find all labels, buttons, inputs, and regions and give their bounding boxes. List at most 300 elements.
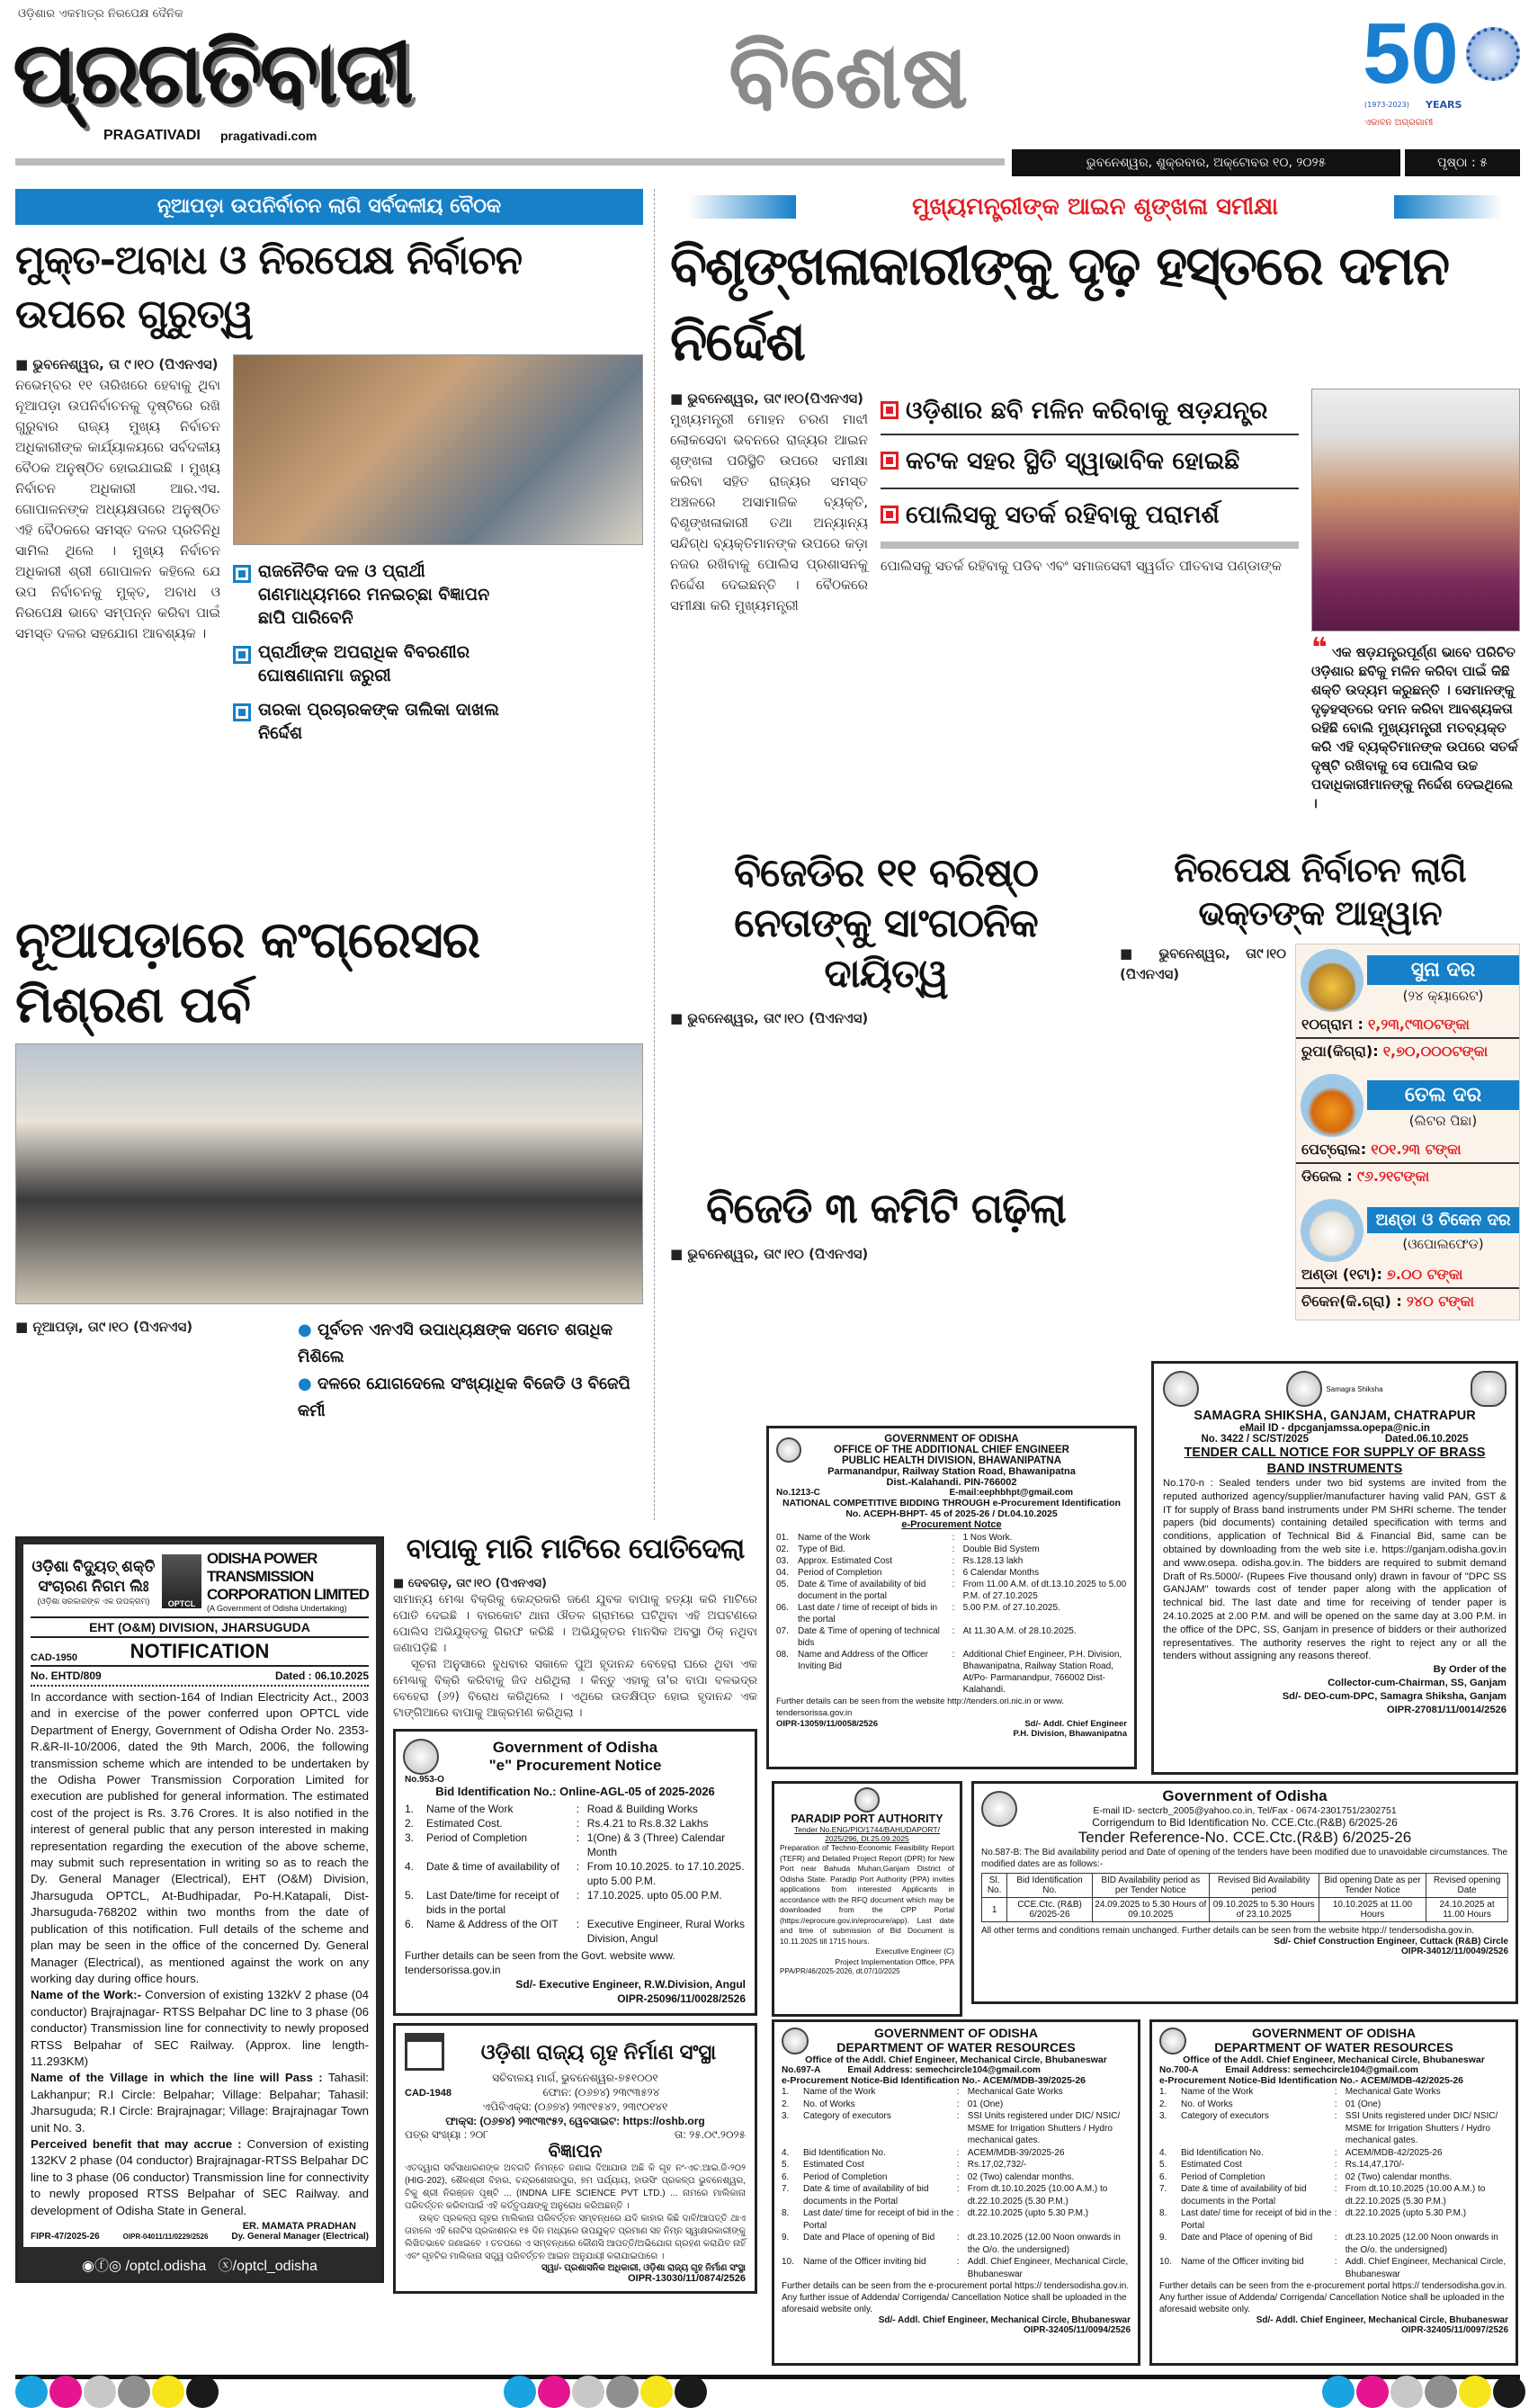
article-cm-body: ■ ଭୁବନେଶ୍ୱର, ତା୯।୧୦(ପିଏନଏସ) ମୁଖ୍ୟମନ୍ତ୍ରୀ ମୋହନ ଚରଣ ମାଝୀ ଲୋକସେବା ଭବନରେ ରାଜ୍ୟର ଆଇନ ଶୃଙ୍ଖଳା ପରିସ୍ଥିତି ଉପରେ ସମୀକ୍ଷା କରିବା ସହିତ ରାଜ୍ୟର ସମସ୍ତ ଅଞ୍ଚଳରେ ଅସାମାଜିକ ବ୍ୟକ୍ତି, ବିଶୃଙ୍ଖଳାକାରୀ ତଥା ଅନ୍ୟାନ୍ୟ ସନ୍ଦିଗ୍ଧ ବ୍ୟକ୍ତିମାନଙ୍କ ଉପରେ କଡ଼ା ନଜର ରଖିବାକୁ ପୋଲିସ ପ୍ରଶାସନକୁ ନିର୍ଦ୍ଦେଶ ଦେଇଛନ୍ତି । ବୈଠକରେ ସମୀକ୍ଷା କରି ମୁଖ୍ୟମନ୍ତ୍ରୀ: [670, 389, 868, 616]
notice-row: [776, 1649, 1127, 1696]
table-cell: CCE.Ctc. (R&B) 6/2025-26: [1007, 1898, 1093, 1922]
row-sep: :: [956, 2184, 960, 2194]
masthead: [0, 0, 1529, 180]
row-label: Period of Completion: [1181, 2171, 1265, 2182]
row-label: Date & time of availability of: [426, 1860, 560, 1873]
notice-row: [1159, 2171, 1508, 2184]
row-value: From dt.10.10.2025 (10.00 A.M.) to dt.22.10.2025 (5.30 P.M.): [967, 2184, 1108, 2207]
registration-dot: [640, 2376, 673, 2408]
notice-row: [782, 2159, 1131, 2171]
odisha-emblem-icon: [776, 1437, 801, 1463]
middle-bottom-column: [393, 1529, 757, 2294]
row-label: Date and Place of opening of Bid: [1181, 2233, 1313, 2242]
row-sep: :: [1334, 2087, 1337, 2097]
bjd-column: [670, 848, 1102, 1265]
row-sep: :: [576, 1860, 580, 1873]
row-sep: :: [952, 1556, 955, 1566]
row-number: 06.: [776, 1603, 789, 1613]
row-number: 9.: [1159, 2233, 1167, 2242]
samagra-shiksha-logo-icon: [1286, 1371, 1322, 1407]
row-sep: :: [576, 1817, 580, 1830]
article-cm-body-2: ପୋଲିସକୁ ସତର୍କ ରହିବାକୁ ପଡିବ ଏବଂ ସମାଜସେବୀ ସ୍ୱର୍ଗତ ପୀତବାସ ପଣ୍ଡାଙ୍କ: [881, 558, 1282, 574]
row-value: 01 (One): [1345, 2099, 1381, 2109]
bullet: ● ପୂର୍ବତନ ଏନଏସି ଉପାଧ୍ୟକ୍ଷଙ୍କ ସମେତ ଶତାଧିକ ମିଶିଲେ: [298, 1320, 613, 1366]
header-line: DEPARTMENT OF WATER RESOURCES: [1214, 2040, 1453, 2054]
row-label: Name of the Work: [426, 1803, 514, 1815]
email-line: Email Address: semechcircle104@gmail.com: [1225, 2065, 1418, 2075]
row-sep: :: [576, 1918, 580, 1930]
row-number: 4.: [1159, 2147, 1167, 2158]
registration-dot: [606, 2376, 639, 2408]
row-number: 10.: [1159, 2257, 1172, 2267]
rate-row: ଡିଜେଲ : ୯୬.୨୧ଟଙ୍କା: [1301, 1168, 1430, 1185]
row-sep: :: [1334, 2233, 1337, 2242]
article-poll-body: ■ ଭୁବନେଶ୍ୱର, ତା ୯।୧୦ (ପିଏନଏସ) ନଭେମ୍ବର ୧୧ ତାରିଖରେ ହେବାକୁ ଥିବା ନୂଆପଡ଼ା ଉପନିର୍ବାଚନକୁ ଦୃଷ୍ଟିରେ ରଖି ଗୁରୁବାର ରାଜ୍ୟ ମୁଖ୍ୟ ନିର୍ବାଚନ ଅଧିକାରୀଙ୍କ କାର୍ଯ୍ୟାଳୟରେ ସର୍ବଦଳୀୟ ବୈଠକ ଅନୁଷ୍ଠିତ ହୋଇଯାଇଛି । ମୁଖ୍ୟ ନିର୍ବାଚନ ଅଧିକାରୀ ଆର.ଏସ. ଗୋପାଳନଙ୍କ ଅଧ୍ୟକ୍ଷତାରେ ଅନୁଷ୍ଠିତ ଏହି ବୈଠକରେ ସମସ୍ତ ଦଳର ପ୍ରତିନିଧି ସାମିଲ ଥିଲେ । ମୁଖ୍ୟ ନିର୍ବାଚନ ଅଧିକାରୀ ଶ୍ରୀ ଗୋପାଳନ କହିଲେ ଯେ ଉପ ନିର୍ବାଚନକୁ ମୁକ୍ତ, ଅବାଧ ଓ ନିରପେକ୍ଷ ଭାବେ ସମ୍ପନ୍ନ କରିବା ପାଇଁ ସମସ୍ତ ଦଳର ସହଯୋଗ ଆବଶ୍ୟକ ।: [15, 354, 220, 644]
row-value: dt.23.10.2025 (12.00 Noon onwards in the O/o. the undersigned): [967, 2233, 1121, 2255]
notice-row: [782, 2086, 1131, 2099]
row-sep: :: [956, 2087, 960, 2097]
row-number: 3.: [1159, 2111, 1167, 2121]
row-label: Period of Completion: [798, 1568, 882, 1578]
row-value: 01 (One): [967, 2099, 1004, 2109]
notice-row: [405, 1917, 746, 1946]
story-cm: [670, 189, 1520, 841]
page-number: ପୃଷ୍ଠା : ୫: [1405, 149, 1520, 176]
odisha-emblem-icon: [1163, 1371, 1199, 1407]
row-sep: :: [952, 1544, 955, 1554]
row-value: Mechanical Gate Works: [1345, 2087, 1441, 2097]
row-sep: :: [956, 2171, 960, 2182]
notice-row: [782, 2147, 1131, 2160]
row-value: 02 (Two) calendar months.: [967, 2171, 1075, 2182]
header-line: OFFICE OF THE ADDITIONAL CHIEF ENGINEER: [834, 1445, 1069, 1455]
article-bhakta-body: ■ ଭୁବନେଶ୍ୱର, ତା୯।୧୦ (ପିଏନଏସ): [1120, 944, 1286, 985]
ad-water-resources-1: [772, 2019, 1140, 2366]
registration-dot: [84, 2376, 116, 2408]
notice-row: [782, 2099, 1131, 2111]
rate-row: ଚିକେନ(କି.ଗ୍ରା) : ୨୪୦ ଟଙ୍କା: [1301, 1293, 1475, 1310]
poll-subheads: [233, 559, 503, 745]
row-sep: :: [956, 2111, 960, 2121]
row-label: Name of the Officer inviting bid: [1181, 2257, 1304, 2267]
row-label: Period of Completion: [426, 1831, 528, 1844]
rate-row: ୧୦ଗ୍ରାମ : ୧,୨୩,୯୩୦ଟଙ୍କା: [1296, 1012, 1519, 1039]
registration-dot: [1459, 2376, 1491, 2408]
notice-row: [405, 1831, 746, 1859]
row-sep: :: [1334, 2111, 1337, 2121]
notice-row: [776, 1567, 1127, 1579]
website: pragativadi.com: [220, 129, 317, 143]
row-number: 10.: [782, 2257, 794, 2267]
row-sep: :: [576, 1889, 580, 1902]
row-label: Name and Address of the Officer Inviting Bid: [798, 1650, 928, 1671]
row-value: dt.23.10.2025 (12.00 Noon onwards in the O/o. the undersigned): [1345, 2233, 1498, 2255]
fuel-pump-icon: [1301, 1074, 1364, 1137]
subhead: ତାରକା ପ୍ରଚାରକଙ୍କ ତାଲିକା ଦାଖଲ ନିର୍ଦ୍ଦେଶ: [233, 698, 503, 745]
row-sep: :: [1334, 2171, 1337, 2182]
registration-dot: [1322, 2376, 1355, 2408]
email-line: Email Address: semechcircle104@gmail.com: [847, 2065, 1041, 2075]
row-label: Last date/ time for receipt of bid in the Portal: [1181, 2208, 1332, 2231]
row-value: 1 Nos Work.: [962, 1533, 1013, 1543]
social-icons: ◉ⓕ◎: [82, 2259, 121, 2274]
ppa-emblem-icon: [854, 1787, 880, 1813]
row-number: 4.: [405, 1860, 415, 1873]
story-poll: [15, 189, 643, 745]
notice-row: [776, 1532, 1127, 1544]
notice-row: [776, 1579, 1127, 1602]
row-label: Estimated Cost.: [426, 1817, 503, 1830]
row-number: 05.: [776, 1580, 789, 1589]
row-sep: :: [952, 1580, 955, 1589]
row-value: Additional Chief Engineer, P.H. Division, Bhawanipatna, Railway Station Road, At/Po- Parmanandpur, 766002 Dist- Kalahandi.: [962, 1650, 1122, 1695]
ganjam-emblem-icon: [1471, 1371, 1507, 1407]
row-label: Period of Completion: [803, 2171, 888, 2182]
headline-bjd: ବିଜେଡିର ୧୧ ବରିଷ୍ଠ ନେତାଙ୍କୁ ସାଂଗଠନିକ ଦାୟିତ୍ୱ: [733, 850, 1039, 997]
story-congress: [15, 909, 643, 1425]
registration-dot: [538, 2376, 570, 2408]
row-number: 1.: [782, 2087, 790, 2097]
row-number: 1.: [1159, 2087, 1167, 2097]
rate-row: ଅଣ୍ଡା (୧ଟା): ୭.୦୦ ଟଙ୍କା: [1296, 1262, 1519, 1289]
notice-row: [405, 1859, 746, 1888]
odisha-emblem-icon: [1159, 2028, 1186, 2054]
subhead: ଓଡ଼ିଶାର ଛବି ମଳିନ କରିବାକୁ ଷଡ଼ଯନ୍ତ୍ର: [881, 389, 1299, 435]
notice-row: [782, 2110, 1131, 2147]
registration-marks: [15, 2376, 220, 2408]
cm-quote: ❝ ଏକ ଷଡ଼ଯନ୍ତ୍ରପୂର୍ଣ୍ଣ ଭାବେ ପରିଚିତ ଓଡ଼ିଶାର ଛବିକୁ ମଳିନ କରିବା ପାଇଁ କିଛି ଶକ୍ତି ଉଦ୍ୟମ କରୁଛନ୍ତି । ସେମାନଙ୍କୁ ଦୃଢ଼ହସ୍ତରେ ଦମନ କରିବା ଆବଶ୍ୟକତା ରହିଛି ବୋଲି ମୁଖ୍ୟମନ୍ତ୍ରୀ ମତବ୍ୟକ୍ତ କରି ଏହି ବ୍ୟକ୍ତିମାନଙ୍କ ଉପରେ ସତର୍କ ଦୃଷ୍ଟି ରଖିବାକୁ ସେ ପୋଲିସ ଉଚ୍ଚ ପଦାଧିକାରୀମାନଙ୍କୁ ନିର୍ଦ୍ଦେଶ ଦେଇଥିଲେ ।: [1311, 632, 1518, 811]
row-sep: :: [952, 1533, 955, 1543]
row-value: dt.22.10.2025 (upto 5.30 P.M.): [1345, 2208, 1467, 2218]
row-value: Mechanical Gate Works: [967, 2087, 1063, 2097]
anniversary-logo: 50 (1973-2023) YEARS ଏକାବନ ଅଗ୍ରଗାମୀ: [1363, 11, 1523, 141]
notice-row: [405, 1802, 746, 1816]
tagline: ଓଡ଼ିଶାର ଏକମାତ୍ର ନିରପେକ୍ଷ ଦୈନିକ: [18, 7, 183, 21]
registration-dot: [572, 2376, 604, 2408]
row-number: 6.: [405, 1918, 415, 1930]
article-murder-body: ■ ଦେବଗଡ଼, ତା୯।୧୦ (ପିଏନଏସ) ସାମାନ୍ୟ ମେଣ୍ଢା ବିକ୍ରିକୁ କେନ୍ଦ୍ରକରି ଜଣେ ଯୁବକ ବାପାକୁ ହତ୍ୟା କରି ମାଟିରେ ପୋତି ଦେଇଛି । ବାରକୋଟ ଥାନା ଔତଳ ଗ୍ରାମରେ ଘଟିଥିବା ଏହି ଅଘଟଣରେ ପୋଲିସ ଅଭିଯୁକ୍ତକୁ ଗିରଫ କରିଛି । ଅଭିଯୁକ୍ତର ମାନସିକ ଅବସ୍ଥା ଠିକ୍ ନଥିବା ଜଣାପଡ଼ିଛି । ସୂଚନା ଅନୁସାରେ ବୁଧବାର ସକାଳେ ପୁଅ ହୃଦାନନ୍ଦ ବେହେରା ଘରେ ଥିବା ଏକ ମେଣ୍ଢାକୁ ବିକ୍ରି କରିବାକୁ ଜିଦ ଧରିଥିଲା । କିନ୍ତୁ ଏହାକୁ ତା'ର ବାପା ବଳଭଦ୍ର ବେହେରା (୬୨) ବିରୋଧ କରିଥିଲେ । ଏଥିରେ ଉତକ୍ଷିପ୍ତ ହୋଇ ହୃଦାନନ୍ଦ ଏକ ଟାଙ୍ଗିଆରେ ବାପାକୁ ଆକ୍ରମଣ କରିଥିଲା ।: [393, 1576, 757, 1722]
ad-samagra-shiksha: Samagra Shiksha SAMAGRA SHIKSHA, GANJAM, CHATRAPUR eMail ID - dpcganjamssa.opepa@nic.in No. 3422 / SC/ST/2025 Dated.06.10.2025 TENDER CALL NOTICE FOR SUPPLY OF BRASS BAND INSTRUMENTS No.170-n : Sealed tenders under two bid systems are invited from the reputed authorized agency/supplier/manufacturer having valid PAN, GST & IT for supply of Brass band instruments under PM SHRI scheme. The tender papers (bid documents) containing detailed specification with terms and conditions, application of Technical Bid & Financial Bid, same can be obtained by downloading from the web site i.e. https://ganjam.odisha.gov.in and www.osepa. odisha.gov.in. The bidders are required to submit demand Draft of Rs.5000/- (Rupees Five thousand only) drawn in favour of "DPC SS GANJAM" towards cost of tender paper along with the application of technical bid. The last date and time for receiving of tender paper is 24.10.2025 at 2.00 P.M. and will be opened on the same day at 3.00 P.M. in the office of the DPC, SS, Ganjam in presence of bidders or their authorized representatives. The authority reserves the right to reject any or all the tenders without assigning any reasons thereof. By Order of the Collector-cum-Chairman, SS, Ganjam Sd/- DEO-cum-DPC, Samagra Shiksha, Ganjam OIPR-27081/11/0014/2526: [1151, 1361, 1518, 1775]
notice-row: [782, 2232, 1131, 2256]
headline-committee: ବିଜେଡି ୩ କମିଟି ଗଢ଼ିଲା: [706, 1184, 1066, 1232]
number-email: [1159, 2065, 1508, 2075]
row-label: Last date/ time for receipt of bid in the Portal: [803, 2208, 954, 2231]
row-number: 6.: [1159, 2171, 1167, 2182]
headline-poll: ମୁକ୍ତ-ଅବାଧ ଓ ନିରପେକ୍ଷ ନିର୍ବାଚନ ଉପରେ ଗୁରୁତ୍ୱ: [15, 237, 523, 337]
notice-row: [1159, 2159, 1508, 2171]
row-number: 8.: [1159, 2208, 1167, 2218]
row-label: Date & time of availability of bid documents in the Portal: [1181, 2184, 1307, 2207]
header-line: GOVERNMENT OF ODISHA: [884, 1434, 1019, 1445]
row-number: 03.: [776, 1556, 789, 1566]
number-email: [782, 2065, 1131, 2075]
row-sep: :: [956, 2147, 960, 2158]
bullet: ● ଦଳରେ ଯୋଗଦେଲେ ସଂଖ୍ୟାଧିକ ବିଜେଡି ଓ ବିଜେପି କର୍ମୀ: [298, 1374, 630, 1420]
cm-subheads: [881, 389, 1299, 549]
table-cell: 10.10.2025 at 11.00 Hours: [1319, 1898, 1426, 1922]
row-value: ACEM/MDB-39/2025-26: [967, 2147, 1065, 2158]
row-value: 6 Calendar Months: [962, 1568, 1040, 1578]
row-value: Rs.128.13 lakh: [962, 1556, 1024, 1566]
notice-row: [776, 1625, 1127, 1649]
ad-optcl-notification: ଓଡ଼ିଶା ବିଦ୍ୟୁତ୍ ଶକ୍ତି ସଂଚାରଣ ନିଗମ ଲିଃ (ଓଡ଼ିଶା ସରକାରଙ୍କ ଏକ ଉପକ୍ରମ) OPTCL ODISHA POWER TRANSMISSION CORPORATION LIMITED (A Government of Odisha Undertaking) EHT (O&M) DIVISION, JHARSUGUDA CAD-1950 NOTIFICATION No. EHTD/809 Dated : 06.10.2025 In accordance with section-164 of Indian Electricity Act., 2003 and in exercise of the power conferred upon OPTCL vide Department of Energy, Government of Odisha Order No. 2353-R.&R-II-10/2006, dated the 9th March, 2006, the following transmission scheme which are intended to be undertaken by the Odisha Power Transmission Corporation Limited for execution are published for general information. The estimated cost of the project is Rs. 3.76 Crores. It is also notified in the interest of general public that any person interested in making representation regarding the execution of the above scheme, may submit such representation in writing so as to reach the Dy. General Manager (Electrical), EHT (O&M) Division, Jharsuguda OPTCL, At-Budhipadar, Po-H.Katapali, Dist-Jharsuguda-768202 within two months from the date of publication of this notification. Full details of the scheme and plan may be seen in the office of the concerned Dy. General Manager (Electrical), as mentioned against the work on any working day during office hours. Name of the Work:- Conversion of existing 132kV 2 phase (04 conductor) Brajrajnagar- RTSS Belpahar DC line to 3 phase (06 conductor) Transmission line for connectivity to newly proposed RTSS Belpahar of SEC Railway. (Approx. line length- 11.293KM) Name of the Village in which the line will Pass : Tahasil: Lakhanpur; R.I Circle: Belpahar; Village: Belpahar; Tahasil: Jharsuguda; R.I Circle: Brajrajnagar; Village: Brajrajnagar Town unit No. 3. Perceived benefit that may accrue : Conversion of existing 132KV 2 phase (04 conductor) Brajrajnagar-RTSS Belpahar DC line to 3 phase (06 conductor) Transmission line for connectivity to newly proposed RTSS Belpahar of SEC Railway. and development of Odisha State in General. ER. MAMATA PRADHAN FIPR-47/2025-26 OIPR-04011/11/0229/2526 Dy. General Manager (Electrical) ◉ⓕ◎ /optcl.odisha ⓧ/optcl_odisha: [15, 1536, 384, 2283]
row-value: SSI Units registered under DIC/ NSIC/ MSME for Irrigation Shutters / Hydro mechanical gates.: [1345, 2111, 1498, 2145]
row-value: 17.10.2025. upto 05.00 P.M.: [586, 1889, 722, 1902]
registration-dot: [49, 2376, 82, 2408]
notice-row: [1159, 2099, 1508, 2111]
notice-row: [1159, 2207, 1508, 2232]
subhead: ରାଜନୈତିକ ଦଳ ଓ ପ୍ରାର୍ଥୀ ଗଣମାଧ୍ୟମରେ ମନଇଚ୍ଛା ବିଜ୍ଞାପନ ଛାପି ପାରିବେନି: [233, 559, 503, 630]
registration-marks: [1322, 2376, 1527, 2408]
headline-cm: ବିଶୃଙ୍ଖଳାକାରୀଙ୍କୁ ଦୃଢ଼ ହସ୍ତରେ ଦମନ ନିର୍ଦ୍ଦେଶ: [670, 235, 1449, 373]
row-label: Date & Time of opening of technical bids: [798, 1626, 940, 1648]
notice-row: [782, 2171, 1131, 2184]
subhead: ପୋଲିସକୁ ସତର୍କ ରହିବାକୁ ପରାମର୍ଶ: [881, 489, 1299, 549]
registration-dot: [1390, 2376, 1423, 2408]
notice-row: [782, 2207, 1131, 2232]
article-bjd-body: ■ ଭୁବନେଶ୍ୱର, ତା୯।୧୦ (ପିଏନଏସ): [670, 1008, 1102, 1179]
row-label: Date & Time of availability of bid document in the portal: [798, 1580, 926, 1601]
congress-photo: [15, 1043, 643, 1304]
header-line: Parmanandpur, Railway Station Road, Bhawanipatna: [827, 1466, 1076, 1477]
row-sep: :: [576, 1803, 580, 1815]
row-number: 07.: [776, 1626, 789, 1636]
row-label: Last date / time of receipt of bids in the portal: [798, 1603, 938, 1625]
row-label: Name & Address of the OIT: [426, 1918, 559, 1930]
table-header: BID Availability period as per Tender Notice: [1092, 1874, 1209, 1898]
lower-right-row: [670, 848, 1520, 1320]
row-value: 5.00 P.M. of 27.10.2025.: [962, 1603, 1060, 1613]
table-cell: 09.10.2025 to 5.30 Hours of 23.10.2025: [1209, 1898, 1319, 1922]
row-label: Bid Identification No.: [803, 2147, 886, 2158]
table-header-row: [982, 1874, 1508, 1898]
subhead: କଟକ ସହର ସ୍ଥିତି ସ୍ୱାଭାବିକ ହୋଇଛି: [881, 435, 1299, 489]
row-number: 08.: [776, 1650, 789, 1660]
row-sep: :: [1334, 2257, 1337, 2267]
row-number: 7.: [782, 2184, 790, 2194]
row-value: dt.22.10.2025 (upto 5.30 P.M.): [967, 2208, 1089, 2218]
registration-dot: [1493, 2376, 1525, 2408]
row-label: Approx. Estimated Cost: [798, 1556, 893, 1566]
row-label: Category of executors: [803, 2111, 891, 2121]
article-committee-body: ■ ଭୁବନେଶ୍ୱର, ତା୯।୧୦ (ପିଏନଏସ): [670, 1244, 1102, 1265]
row-value: Executive Engineer, Rural Works Division, Angul: [586, 1918, 745, 1945]
gold-icon: [1301, 949, 1364, 1012]
row-label: Category of executors: [1181, 2111, 1269, 2121]
bid-id-line: e-Procurement Notice-Bid Identification No.- ACEM/MDB-42/2025-26: [1159, 2075, 1463, 2086]
row-label: Type of Bid.: [798, 1544, 845, 1554]
corrigendum-table: [981, 1873, 1508, 1922]
row-sep: :: [956, 2257, 960, 2267]
row-value: From 10.10.2025. to 17.10.2025. upto 5.00 P.M.: [586, 1860, 745, 1887]
row-value: Addl. Chief Engineer, Mechanical Circle, Bhubaneswar: [967, 2257, 1129, 2279]
row-label: Estimated Cost: [1181, 2160, 1242, 2170]
notice-row: [1159, 2147, 1508, 2160]
row-sep: :: [952, 1626, 955, 1636]
right-area: [670, 189, 1520, 1320]
signature: Sd/- Addl. Chief Engineer, Mechanical Circle, Bhubaneswar: [878, 2315, 1131, 2325]
row-sep: :: [956, 2208, 960, 2218]
bottom-rule: [15, 2375, 1520, 2379]
headline-congress: ନୂଆପଡ଼ାରେ କଂଗ୍ରେସର ମିଶ୍ରଣ ପର୍ବ: [15, 911, 480, 1034]
row-sep: :: [576, 1831, 580, 1844]
registration-dot: [1356, 2376, 1389, 2408]
row-number: 2.: [405, 1817, 415, 1830]
ad-oshb-notice: ଓଡ଼ିଶା ରାଜ୍ୟ ଗୃହ ନିର୍ମାଣ ସଂସ୍ଥା ସଚିବାଳୟ ମାର୍ଗ, ଭୁବନେଶ୍ୱର-୭୫୧୦୦୧ CAD-1948 ଫୋନ: (୦୬୭୪) ୨୩୯୩୫୨୪ ଏପିବିଏକ୍ସ: (୦୬୭୪) ୨୩୯୧୫୪୨, ୨୩୯୦୧୪୧ ଫାକ୍ସ: (୦୬୭୪) ୨୩୯୩୯୫୨, ୱେବସାଇଟ: https://oshb.org ପତ୍ର ସଂଖ୍ୟା : ୨୦୮ ତା: ୨୫.୦୯.୨୦୨୫ ବିଜ୍ଞାପନ ଏତଦ୍ୱାରା ସର୍ବସାଧାରଣଙ୍କ ଅବଗତି ନିମନ୍ତେ ଜଣାଇ ଦିଆଯାଉ ଅଛି କି ଗୃହ ନଂ-ଏଚ.ଆଇ.ଜି-୨୦୨ (HIG-202), ଶୈଳଶ୍ରୀ ବିହାର, ଚନ୍ଦ୍ରଶେଖରପୁର, ୭ମ ପର୍ଯ୍ୟାୟ, ହାଉସିଂ ପ୍ରକଳ୍ପ ଭୁବନେଶ୍ୱର, ଟିକୁ ଶ୍ରୀ ନିରଞ୍ଜନ ପୃଷ୍ଟି ... (INDNA LIFE SCIENCE PVT LTD.) ... ନାମରେ ମାଲିକାନା ପରିବର୍ତ୍ତନ କରିବାପାଇଁ ଏହି କର୍ତ୍ତୃପକ୍ଷଙ୍କୁ ଅନୁରୋଧ କରିଅଛନ୍ତି । ଉକ୍ତ ପ୍ରକଳ୍ପ ଗୃହର ମାଲିକାନା ପରିବର୍ତ୍ତନ ସମ୍ବନ୍ଧରେ ଯଦି କାହାର କିଛି ଦାବି/ଆପତ୍ତି ଥାଏ ତାହାଲେ ଏହି ନୋଟିସ ପ୍ରକାଶନର ୧୫ ଦିନ ମଧ୍ୟରେ ଉପଯୁକ୍ତ ପ୍ରମାଣ ସହ ନିମ୍ନ ସ୍ୱାକ୍ଷରକାରୀଙ୍କୁ ଲିଖିତଭାବେ ଜଣାଇବେ । ତତପରେ ଏ ସମ୍ବନ୍ଧରେ କୌଣସି ଆପତ୍ତି/ଅଭିଯୋଗ ଗ୍ରହଣ କରାଯିବ ନାହିଁ ଏବଂ ଗୃହଟିର ମାଲିକାନା ସତ୍ତ୍ୱ ପରିବର୍ତ୍ତନ ଆଇନ ଅନୁଯାୟୀ କରାଯାଇପାରେ । ସ୍ୱା/- ପ୍ରଶାସନିକ ଅଧିକାରୀ, ଓଡ଼ିଶା ରାଜ୍ୟ ଗୃହ ନିର୍ମାଣ ସଂସ୍ଥା OIPR-13030/11/0874/2526: [393, 2023, 757, 2294]
table-header: Revised Bid Availability period: [1209, 1874, 1319, 1898]
row-value: Rs.4.21 to Rs.8.32 Lakhs: [586, 1817, 709, 1830]
row-value: From dt.10.10.2025 (10.00 A.M.) to dt.22.10.2025 (5.30 P.M.): [1345, 2184, 1486, 2207]
row-value: Addl. Chief Engineer, Mechanical Circle, Bhubaneswar: [1345, 2257, 1507, 2279]
notice-row: [1159, 2086, 1508, 2099]
rate-row: ପେଟ୍ରୋଲ: ୧୦୧.୨୩ ଟଙ୍କା: [1296, 1137, 1519, 1164]
office-line: Office of the Addl. Chief Engineer, Mechanical Circle, Bhubaneswar: [1183, 2054, 1485, 2065]
section-title: ବିଶେଷ: [729, 23, 969, 129]
row-number: 6.: [782, 2171, 790, 2182]
emblem-icon: [1466, 27, 1520, 81]
header-line: DEPARTMENT OF WATER RESOURCES: [836, 2040, 1076, 2054]
row-number: 2.: [782, 2099, 790, 2109]
row-label: Date and Place of opening of Bid: [803, 2233, 935, 2242]
row-number: 02.: [776, 1544, 789, 1554]
table-cell: 24.10.2025 at 11.00 Hours: [1426, 1898, 1508, 1922]
row-value: 02 (Two) calendar months.: [1345, 2171, 1453, 2182]
row-label: Last Date/time for receipt of bids in the portal: [426, 1889, 559, 1916]
row-label: Name of the Officer inviting bid: [803, 2257, 926, 2267]
social-link[interactable]: /optcl_odisha: [232, 2259, 317, 2274]
kicker-cm: ମୁଖ୍ୟମନ୍ତ୍ରୀଙ୍କ ଆଇନ ଶୃଙ୍ଖଳା ସମୀକ୍ଷା: [670, 189, 1520, 225]
row-sep: :: [952, 1568, 955, 1578]
notice-number: No.700-A: [1159, 2065, 1199, 2075]
registration-dot: [15, 2376, 48, 2408]
row-sep: :: [952, 1603, 955, 1613]
row-sep: :: [1334, 2184, 1337, 2194]
row-sep: :: [952, 1650, 955, 1660]
row-number: 3.: [405, 1831, 415, 1844]
chicken-egg-icon: [1301, 1199, 1364, 1262]
logo-latin: PRAGATIVADI: [103, 128, 201, 143]
row-label: Name of the Work: [803, 2087, 876, 2097]
bhakta-column: [1120, 848, 1520, 1320]
meeting-photo: [233, 354, 643, 545]
row-number: 5.: [405, 1889, 415, 1902]
notice-number: No.697-A: [782, 2065, 821, 2075]
row-value: 1(One) & 3 (Three) Calendar Month: [586, 1831, 726, 1858]
row-number: 01.: [776, 1533, 789, 1543]
signature: Sd/- Addl. Chief Engineer, Mechanical Circle, Bhubaneswar: [1256, 2315, 1508, 2325]
row-value: ACEM/MDB-42/2025-26: [1345, 2147, 1443, 2158]
row-number: 5.: [782, 2160, 790, 2170]
office-line: Office of the Addl. Chief Engineer, Mechanical Circle, Bhubaneswar: [805, 2054, 1107, 2065]
row-sep: :: [1334, 2208, 1337, 2218]
footer-text: Further details can be seen from the e-procurement portal https:// tendersodisha.gov.in. Any further issue of Addenda/ Corrigenda/ Cancellation Notice shall be uploaded in the aforesaid website only.: [782, 2281, 1130, 2314]
row-number: 8.: [782, 2208, 790, 2218]
social-link[interactable]: /optcl.odisha: [125, 2259, 207, 2274]
notice-rows: [782, 2086, 1131, 2280]
row-number: 04.: [776, 1568, 789, 1578]
ad-water-resources-2: [1149, 2019, 1518, 2366]
row-label: No. of Works: [1181, 2099, 1233, 2109]
oshb-logo-icon: [405, 2033, 444, 2071]
notice-row: [1159, 2110, 1508, 2147]
oipr-number: OIPR-32405/11/0094/2526: [1024, 2325, 1131, 2335]
headline-murder: ବାପାକୁ ମାରି ମାଟିରେ ପୋତିଦେଲା: [406, 1533, 745, 1565]
row-sep: :: [1334, 2099, 1337, 2109]
x-icon: ⓧ: [218, 2259, 233, 2274]
table-header: Bid opening Date as per Tender Notice: [1319, 1874, 1426, 1898]
row-value: At 11.30 A.M. of 28.10.2025.: [962, 1626, 1077, 1636]
row-sep: :: [956, 2099, 960, 2109]
notice-row: [776, 1602, 1127, 1625]
row-value: Double Bid System: [962, 1544, 1040, 1554]
registration-dot: [1425, 2376, 1457, 2408]
row-value: Rs.14,47,170/-: [1345, 2160, 1405, 2170]
table-header: Revised opening Date: [1426, 1874, 1508, 1898]
row-value: From 11.00 A.M. of dt.13.10.2025 to 5.00 P.M. of 27.10.2025: [962, 1580, 1127, 1601]
row-number: 5.: [1159, 2160, 1167, 2170]
oipr-number: OIPR-32405/11/0097/2526: [1401, 2325, 1508, 2335]
angul-rows: [405, 1802, 746, 1946]
notice-row: [405, 1888, 746, 1917]
notice-row: [782, 2183, 1131, 2207]
registration-dot: [504, 2376, 536, 2408]
article-congress-body: ■ ନୂଆପଡ଼ା, ତା୯।୧୦ (ପିଏନଏସ): [15, 1317, 285, 1338]
notice-row: [776, 1555, 1127, 1567]
row-sep: :: [956, 2233, 960, 2242]
kicker-poll: ନୂଆପଡ଼ା ଉପନିର୍ବାଚନ ଲାଗି ସର୍ବଦଳୀୟ ବୈଠକ: [15, 189, 643, 225]
row-number: 4.: [782, 2147, 790, 2158]
row-number: 9.: [782, 2233, 790, 2242]
ad-angul-eprocurement: Government of Odisha "e" Procurement Notice No.953-O Bid Identification No.: Online-AGL-05 of 2025-2026 1. Name of the Work : Road & Building Works 2. Estimated Cost. : Rs.4.21 to Rs.8.32 Lakhs 3. Period of Completion : 1(One) & 3 (Three) Calendar Month 4. Date & time of availability of : From 10.10.2025. to 17.10.2025. upto 5.00 P.M. 5. Last Date/time for receipt of bids in the portal : 17.10.2025. upto 05.00 P.M. 6. Name & Address of the OIT : Executive Engineer, Rural Works Division, Angul Further details can be seen from the Govt. website www. tendersorissa.gov.in Sd/- Executive Engineer, R.W.Division, Angul OIPR-25096/11/0028/2526: [393, 1729, 757, 2016]
rates-box: ସୁନା ଦର (୨୪ କ୍ୟାରେଟ) ୧୦ଗ୍ରାମ : ୧,୨୩,୯୩୦ଟଙ୍କା ରୁପା(କିଗ୍ରା): ୧,୭୦,୦୦୦ଟଙ୍କା ତେଲ ଦର (ଲିଟର ପିଛା) ପେଟ୍ରୋଲ: ୧୦୧.୨୩ ଟଙ୍କା ଡିଜେଲ : ୯୬.୨୧ଟଙ୍କା ଅଣ୍ଡା ଓ ଚିକେନ ଦର (ଓପୋଲଫେଡ) ଅଣ୍ଡା (୧ଟା): ୭.୦୦ ଟଙ୍କା ଚିକେନ(କି.ଗ୍ରା) : ୨୪୦ ଟଙ୍କା: [1295, 944, 1520, 1320]
newspaper-logo: ପ୍ରଗତିବାଦୀ: [13, 22, 412, 123]
date-bar: ଭୁବନେଶ୍ୱର, ଶୁକ୍ରବାର, ଅକ୍ଟୋବର ୧୦, ୨୦୨୫: [1012, 149, 1400, 176]
table-cell: 24.09.2025 to 5.30 Hours of 09.10.2025: [1092, 1898, 1209, 1922]
registration-dot: [186, 2376, 219, 2408]
registration-marks: [504, 2376, 709, 2408]
congress-bullets: [298, 1317, 643, 1425]
header-line: GOVERNMENT OF ODISHA: [1251, 2026, 1416, 2040]
odisha-emblem-icon: [782, 2028, 809, 2054]
row-label: Estimated Cost: [803, 2160, 864, 2170]
row-sep: :: [956, 2160, 960, 2170]
header-line: Dist.-Kalahandi. PIN-766002: [886, 1477, 1017, 1488]
table-header: Bid Identification No.: [1007, 1874, 1093, 1898]
row-number: 2.: [1159, 2099, 1167, 2109]
table-row: [982, 1898, 1508, 1922]
odisha-emblem-icon: [403, 1739, 439, 1775]
bid-id-line: e-Procurement Notice-Bid Identification No.- ACEM/MDB-39/2025-26: [782, 2075, 1086, 2086]
row-value: Rs.17,02,732/-: [967, 2160, 1027, 2170]
notice-row: [405, 1816, 746, 1831]
header-line: GOVERNMENT OF ODISHA: [873, 2026, 1038, 2040]
rule: [15, 158, 1005, 166]
rate-row: ରୁପା(କିଗ୍ରା): ୧,୭୦,୦୦୦ଟଙ୍କା: [1301, 1043, 1489, 1060]
optcl-logo: OPTCL: [162, 1554, 201, 1608]
chief-minister-photo: [1311, 389, 1520, 631]
row-label: Bid Identification No.: [1181, 2147, 1264, 2158]
row-label: Name of the Work: [1181, 2087, 1254, 2097]
row-label: No. of Works: [803, 2099, 855, 2109]
footer-text: Further details can be seen from the e-procurement portal https:// tendersodisha.gov.in. Any further issue of Addenda/ Corrigenda/ Cancellation Notice shall be uploaded in the aforesaid website only.: [1159, 2281, 1507, 2314]
notice-row: [782, 2256, 1131, 2280]
registration-dot: [118, 2376, 150, 2408]
row-value: Road & Building Works: [586, 1803, 698, 1815]
ad-paradip-port: PARADIP PORT AUTHORITY Tender No.ENG/PIO/1744/BAHUDAPORT/ 2025/296, Dt.25.09.2025 Preparation of Techno-Economic Feasibility Report (TEFR) and Detailed Project Report (DPR) for New Port near Bahuda Muhan,Ganjam District of Odisha State. Paradip Port Authority (PPA) invites applications from interested Applicants in accordance with the RFQ document which may be downloaded from the CPP Portal (https://eprocure.gov.in/eprocure/app). Last date and time of submission of Bid Document is 10.11.2025 till 1715 hours. Executive Engineer (C) Project Implementation Office, PPA PPA/PR/46/2025-2026, dt.07/10/2025: [772, 1781, 962, 2017]
ad-phd-bhawanipatna: GOVERNMENT OF ODISHA OFFICE OF THE ADDITIONAL CHIEF ENGINEER PUBLIC HEALTH DIVISION, BHAWANIPATNA Parmanandpur, Railway Station Road, Bhawanipatna Dist.-Kalahandi. PIN-766002 No.1213-C E-mail:eephbhpt@gmail.com NATIONAL COMPETITIVE BIDDING THROUGH e-Procurement Identification No. ACEPH-BHPT- 45 of 2025-26 / Dt.04.10.2025 e-Procurement Notce 01. Name of the Work : 1 Nos Work. 02. Type of Bid. : Double Bid System 03. Approx. Estimated Cost : Rs.128.13 lakh 04. Period of Completion : 6 Calendar Months 05. Date & Time of availability of bid document in the portal : From 11.00 A.M. of dt.13.10.2025 to 5.00 P.M. of 27.10.2025 06. Last date / time of receipt of bids in the portal : 5.00 P.M. of 27.10.2025. 07. Date & Time of opening of technical bids : At 11.30 A.M. of 28.10.2025. 08. Name and Address of the Officer Inviting Bid : Additional Chief Engineer, P.H. Division, Bhawanipatna, Railway Station Road, At/Po- Parmanandpur, 766002 Dist- Kalahandi. Further details can be seen from the website http://tenders.ori.nic.in or www. tendersorissa.gov.in OIPR-13059/11/0058/2526 Sd/- Addl. Chief Engineer P.H. Division, Bhawanipatna: [766, 1426, 1137, 1769]
notice-row: [1159, 2183, 1508, 2207]
row-sep: :: [1334, 2147, 1337, 2158]
